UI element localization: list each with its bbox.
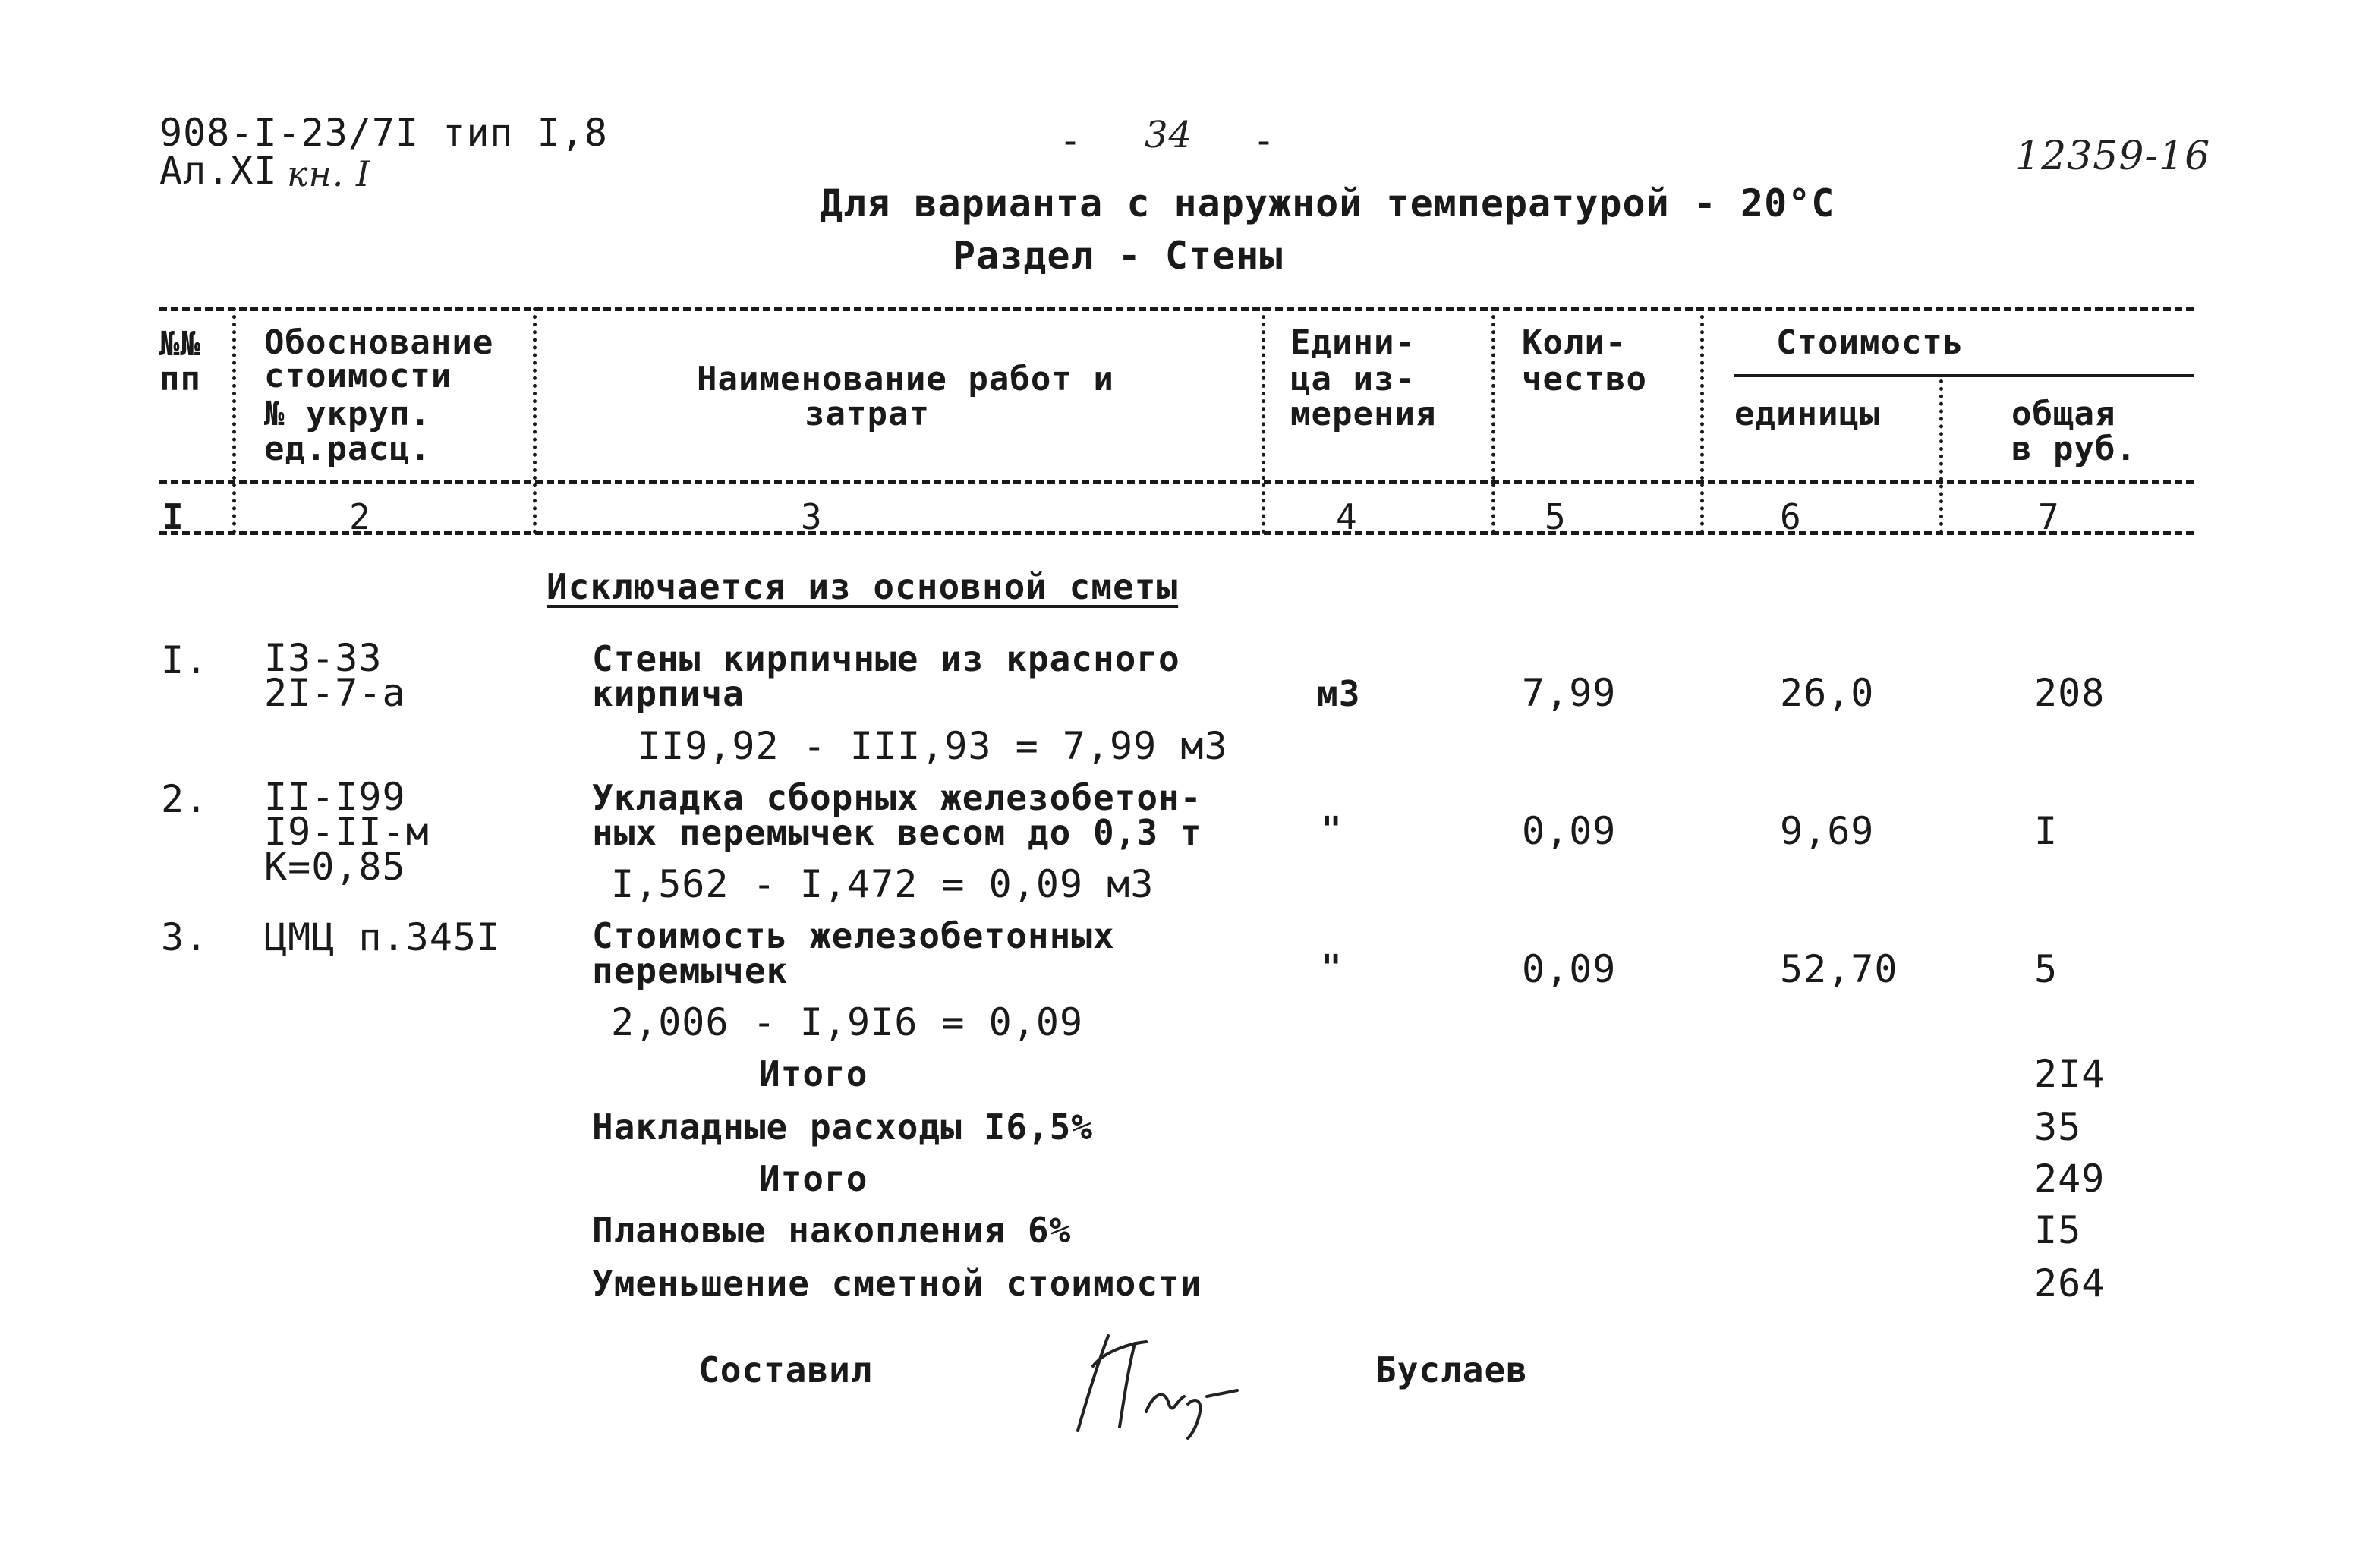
col-separator-3 [1262, 307, 1265, 534]
row-1-calc: II9,92 - III,93 = 7,99 м3 [638, 724, 1228, 768]
column-number-3: 3 [801, 496, 823, 537]
column-number-7: 7 [2038, 496, 2060, 537]
col-separator-2 [533, 307, 537, 534]
row-2-no: 2. [161, 777, 209, 821]
summary-cost-reduction-label: Уменьшение сметной стоимости [592, 1263, 1202, 1304]
col-separator-4 [1491, 307, 1495, 534]
summary-planned-savings-label: Плановые накопления 6% [592, 1210, 1072, 1251]
column-number-2: 2 [349, 496, 371, 537]
header-unit-line2: ца из- [1290, 360, 1416, 398]
row-1-unit-cost: 26,0 [1780, 671, 1875, 715]
summary-total-label: Итого [759, 1158, 868, 1199]
row-1-name-line2: кирпича [592, 673, 745, 714]
row-3-name-line1: Стоимость железобетонных [592, 915, 1115, 956]
row-2-basis-line1: II-I99 [264, 775, 406, 819]
header-cost-group: Стоимость [1776, 323, 1964, 362]
page-number: 34 [1145, 114, 1193, 156]
page-title: Для варианта с наружной температурой - 20°С [820, 181, 1835, 225]
column-number-5: 5 [1545, 496, 1567, 537]
row-3-name-line2: перемычек [592, 950, 789, 991]
row-2-basis-line2: I9-II-м [264, 810, 430, 854]
row-2-name-line2: ных перемычек весом до 0,3 т [592, 812, 1202, 853]
row-2-calc: I,562 - I,472 = 0,09 м3 [611, 862, 1154, 906]
col-separator-1 [232, 307, 236, 534]
header-basis-line4: ед.расц. [264, 430, 431, 468]
col-separator-5 [1700, 307, 1704, 534]
column-number-4: 4 [1336, 496, 1358, 537]
row-3-calc: 2,006 - I,9I6 = 0,09 [611, 1000, 1084, 1044]
header-basis-line2: стоимости [264, 357, 452, 395]
header-basis-line1: Обоснование [264, 323, 494, 362]
page-dash-right: - [1252, 118, 1277, 162]
summary-overhead-label: Накладные расходы I6,5% [592, 1107, 1093, 1148]
header-no-line1: №№ [159, 325, 201, 364]
summary-planned-savings-value: I5 [2034, 1208, 2082, 1252]
row-3-basis-line1: ЦМЦ п.345I [264, 915, 501, 959]
header-bottom-rule [159, 480, 2194, 484]
header-cost-total-line2: в руб. [2011, 430, 2137, 468]
header-name-line1: Наименование работ и [697, 360, 1114, 398]
document-code: 908-I-23/7I тип I,8 [159, 111, 608, 155]
row-3-unit-cost: 52,70 [1780, 947, 1898, 991]
signature-image [1063, 1321, 1260, 1442]
header-cost-total-line1: общая [2011, 395, 2116, 433]
table-subheading: Исключается из основной сметы [547, 566, 1179, 607]
row-1-basis-line2: 2I-7-а [264, 671, 406, 715]
album-label: Ал.XI [159, 149, 278, 193]
column-numbers-rule [159, 531, 2194, 535]
row-2-unit-cost: 9,69 [1780, 809, 1875, 853]
row-2-unit: " [1321, 809, 1343, 850]
header-unit-line1: Едини- [1290, 323, 1416, 362]
header-qty-line1: Коли- [1522, 323, 1627, 362]
header-basis-line3: № укруп. [264, 395, 431, 433]
inventory-number: 12359-16 [2015, 134, 2211, 179]
header-unit-line3: мерения [1290, 395, 1437, 433]
compiler-name: Буслаев [1375, 1349, 1528, 1390]
summary-subtotal-value: 2I4 [2034, 1052, 2106, 1096]
column-number-1: I [162, 496, 184, 537]
page-dash-left: - [1059, 118, 1083, 162]
compiled-by-label: Составил [698, 1349, 873, 1390]
summary-cost-reduction-value: 264 [2034, 1261, 2106, 1305]
column-number-6: 6 [1780, 496, 1802, 537]
col-separator-6 [1939, 379, 1943, 534]
header-name-line2: затрат [805, 395, 930, 433]
album-handwritten: кн. I [287, 153, 371, 194]
row-2-total: I [2034, 809, 2058, 853]
summary-subtotal-label: Итого [759, 1053, 868, 1094]
header-qty-line2: чество [1522, 360, 1647, 398]
header-cost-unit: единицы [1734, 395, 1881, 433]
row-3-no: 3. [161, 915, 209, 959]
row-2-basis-line3: К=0,85 [264, 845, 406, 889]
row-2-name-line1: Укладка сборных железобетон- [592, 777, 1202, 818]
row-1-no: I. [161, 638, 209, 682]
row-1-name-line1: Стены кирпичные из красного [592, 638, 1180, 679]
row-1-basis-line1: I3-33 [264, 636, 383, 680]
row-1-unit: м3 [1317, 673, 1361, 714]
row-3-quantity: 0,09 [1522, 947, 1617, 991]
row-1-quantity: 7,99 [1522, 671, 1617, 715]
row-3-total: 5 [2034, 947, 2058, 991]
row-3-unit: " [1321, 947, 1343, 988]
table-top-rule [159, 307, 2194, 311]
summary-overhead-value: 35 [2034, 1105, 2082, 1149]
cost-group-rule [1734, 374, 2194, 377]
header-no-line2: пп [159, 360, 201, 398]
row-1-total: 208 [2034, 671, 2106, 715]
row-2-quantity: 0,09 [1522, 809, 1617, 853]
section-title: Раздел - Стены [953, 234, 1284, 278]
summary-total-value: 249 [2034, 1157, 2106, 1201]
